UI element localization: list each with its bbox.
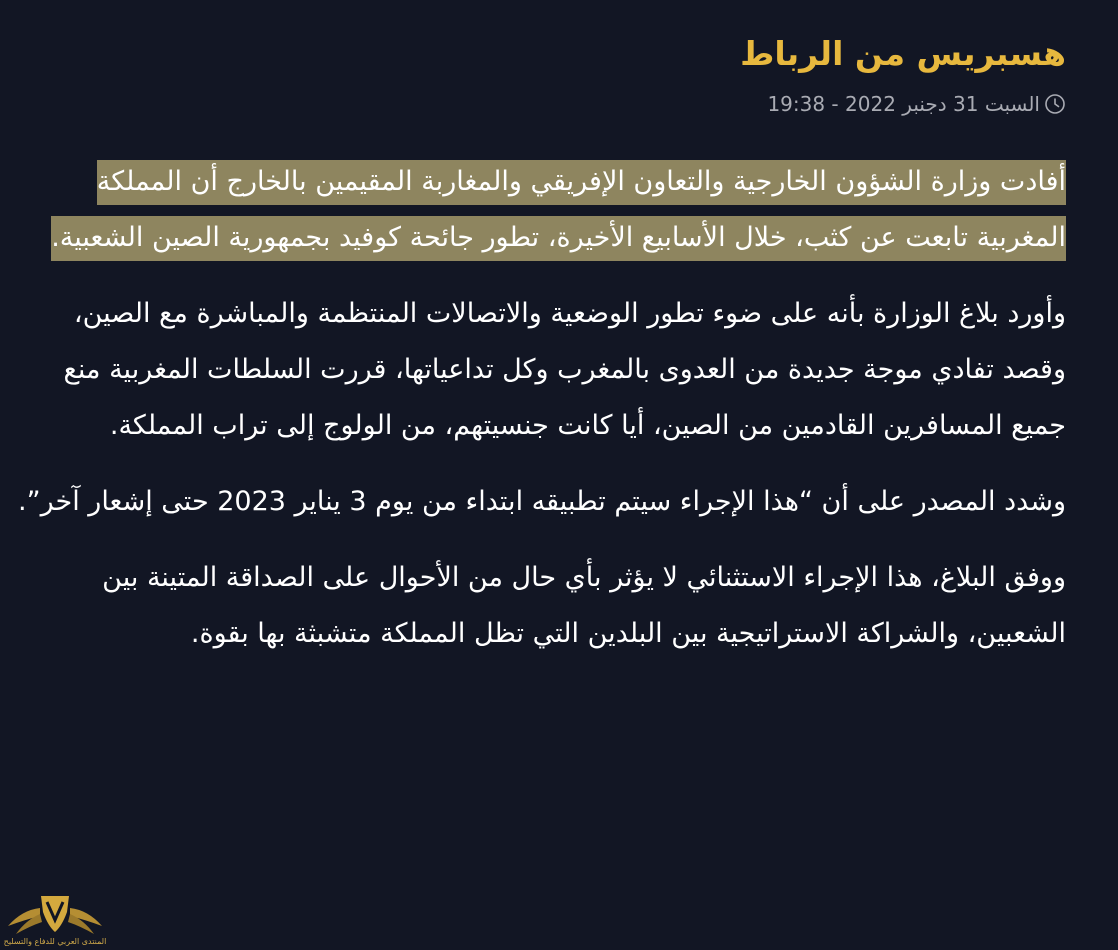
- article-headline: هسبريس من الرباط: [740, 34, 1066, 73]
- article-paragraph-3: وشدد المصدر على أن “هذا الإجراء سيتم تطبيقه ابتداء من يوم 3 يناير 2023 حتى إشعار آخر”.: [18, 486, 1066, 517]
- article-paragraph-4: ووفق البلاغ، هذا الإجراء الاستثنائي لا يؤثر بأي حال من الأحوال على الصداقة المتينة بين الشعبين، والشراكة الاستراتيجية بين البلدين التي تظل المملكة متشبثة بها بقوة.: [102, 562, 1066, 649]
- article-date: السبت 31 دجنبر 2022 - 19:38: [767, 92, 1040, 116]
- article-paragraph-2: وأورد بلاغ الوزارة بأنه على ضوء تطور الوضعية والاتصالات المنتظمة والمباشرة مع الصين، وقصد تفادي موجة جديدة من العدوى بالمغرب وكل تداعياتها، قررت السلطات المغربية منع جميع المسافرين القادمين من الصين، أيا كانت جنسيتهم، من الولوج إلى تراب المملكة.: [63, 298, 1066, 441]
- article: [14, 28, 1066, 662]
- watermark-logo: [0, 850, 110, 950]
- highlighted-text: أفادت وزارة الشؤون الخارجية والتعاون الإفريقي والمغاربة المقيمين بالخارج أن المملكة المغربية تابعت عن كثب، خلال الأسابيع الأخيرة، تطور جائحة كوفيد بجمهورية الصين الشعبية.: [51, 160, 1066, 261]
- shield-wings-icon: [0, 850, 110, 950]
- clock-icon: [1044, 93, 1066, 115]
- article-meta: [14, 90, 1066, 118]
- watermark-text: المنتدى العربي للدفاع والتسليح: [3, 937, 107, 946]
- article-paragraph-1: [14, 154, 1066, 266]
